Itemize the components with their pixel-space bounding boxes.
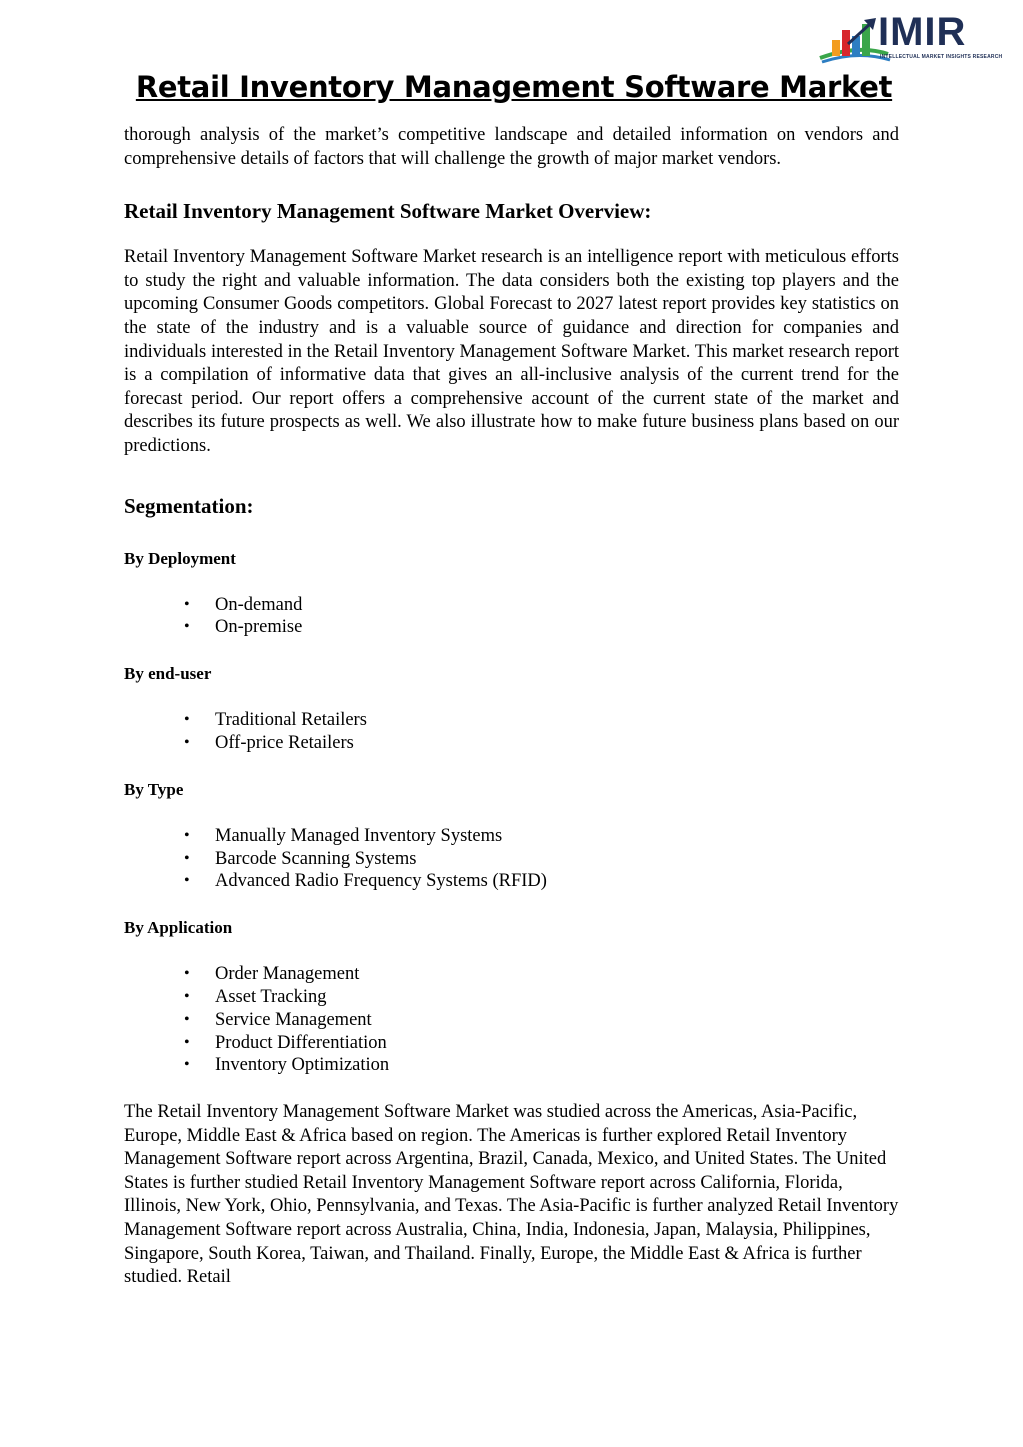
segment-group-title: By Deployment	[124, 548, 236, 568]
list-item: • Off-price Retailers	[124, 732, 899, 755]
region-paragraph: The Retail Inventory Management Software Market was studied across the Americas, Asia-Pacific, Europe, Middle East & Africa based on region. The Americas is further explored Retail Inventory Management Software report across Argentina, Brazil, Canada, Mexico, and United States. The United States is further studied Retail Inventory Management Software report across California, Florida, Illinois, New York, Ohio, Pennsylvania, and Texas. The Asia-Pacific is further analyzed Retail Inventory Management Software report across Australia, China, India, Indonesia, Japan, Malaysia, Philippines, Singapore, South Korea, Taiwan, and Thailand. Finally, Europe, the Middle East & Africa is further studied. Retail	[124, 1102, 899, 1288]
list-item: • Order Management	[124, 963, 899, 986]
overview-paragraph: Retail Inventory Management Software Market research is an intelligence report with meticulous efforts to study the right and valuable information. The data considers both the existing top players and the upcoming Consumer Goods competitors. Global Forecast to 2027 latest report provides key statistics on the state of the industry and is a valuable source of guidance and direction for companies and individuals interested in the Retail Inventory Management Software Market. This market research report is a compilation of informative data that gives an all-inclusive analysis of the current trend for the forecast period. Our report offers a comprehensive account of the current state of the market and describes its future prospects as well. We also illustrate how to make future business plans based on our predictions.	[124, 247, 899, 456]
list-item: • Traditional Retailers	[124, 709, 899, 732]
page-title: Retail Inventory Management Software Market	[135, 70, 893, 104]
list-item: • Asset Tracking	[124, 986, 899, 1009]
intro-paragraph: thorough analysis of the market’s competitive landscape and detailed information on vendors and comprehensive details of factors that will challenge the growth of major market vendors.	[124, 125, 899, 169]
list-item: • Service Management	[124, 1009, 899, 1032]
list-item: • Product Differentiation	[124, 1032, 899, 1055]
segment-list-application	[124, 963, 899, 1077]
list-item: • Advanced Radio Frequency Systems (RFID)	[124, 870, 899, 893]
segmentation-heading: Segmentation:	[124, 493, 254, 518]
segment-list-end-user	[124, 709, 899, 755]
segment-list-type	[124, 825, 899, 893]
list-item: • Manually Managed Inventory Systems	[124, 825, 899, 848]
document-body	[124, 124, 899, 1290]
logo-wordmark: IMIR	[878, 10, 967, 54]
list-item: • Barcode Scanning Systems	[124, 848, 899, 871]
segment-group-title: By Application	[124, 918, 233, 938]
segment-list-deployment	[124, 594, 899, 640]
list-item: • Inventory Optimization	[124, 1054, 899, 1077]
segment-group-title: By end-user	[124, 664, 212, 684]
logo-tagline: INTELLECTUAL MARKET INSIGHTS RESEARCH	[880, 54, 1003, 60]
list-item: • On-demand	[124, 594, 899, 617]
segment-group-title: By Type	[124, 779, 184, 799]
overview-heading: Retail Inventory Management Software Market Overview:	[124, 199, 652, 224]
list-item: • On-premise	[124, 616, 899, 639]
